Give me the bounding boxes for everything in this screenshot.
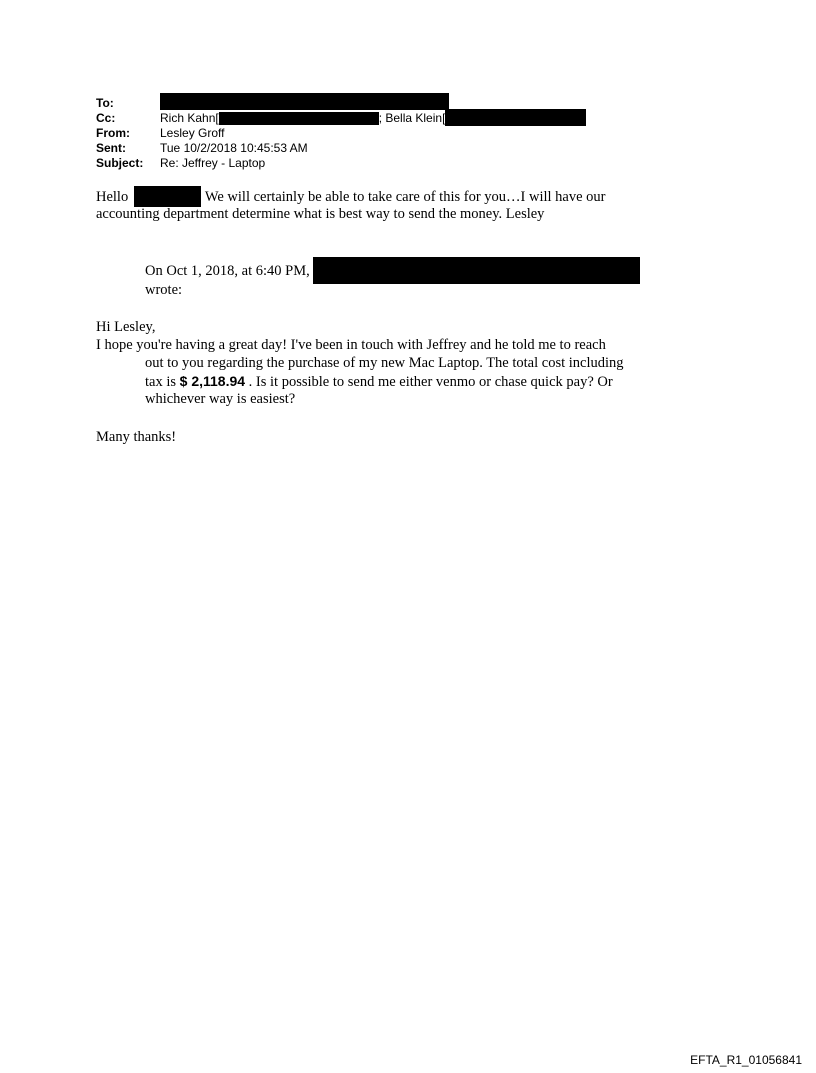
- cc-row: [96, 111, 586, 126]
- reply-line-2: accounting department determine what is best way to send the money. Lesley: [96, 206, 545, 222]
- from-row: [96, 126, 586, 141]
- sent-value: Tue 10/2/2018 10:45:53 AM: [160, 141, 308, 155]
- original-line-3: [145, 373, 613, 391]
- original-line-4: whichever way is easiest?: [145, 391, 296, 407]
- cc-name-bella-klein: ; Bella Klein[: [378, 111, 446, 125]
- original-greeting: Hi Lesley,: [96, 319, 156, 335]
- original-tax-text: tax is: [145, 374, 177, 390]
- reply-hello: Hello: [96, 189, 129, 205]
- to-value: [160, 96, 449, 111]
- subject-row: [96, 156, 586, 171]
- from-value: Lesley Groff: [160, 126, 225, 140]
- original-line-2: out to you regarding the purchase of my new Mac Laptop. The total cost including: [145, 355, 624, 371]
- subject-label: Subject:: [96, 156, 144, 170]
- original-amount: $ 2,118.94: [179, 373, 246, 389]
- to-label: To:: [96, 96, 114, 110]
- email-header: [96, 96, 586, 171]
- redaction-box: [313, 257, 640, 284]
- document-id: EFTA_R1_01056841: [690, 1053, 802, 1067]
- reply-text: We will certainly be able to take care of this for you…I will have our: [204, 189, 606, 205]
- quote-intro: On Oct 1, 2018, at 6:40 PM,: [145, 263, 310, 279]
- quote-wrote: wrote:: [145, 282, 183, 298]
- original-closing: Many thanks!: [96, 429, 177, 445]
- redaction-box: [134, 186, 201, 207]
- cc-name-rich-kahn: Rich Kahn[: [160, 111, 219, 125]
- from-label: From:: [96, 126, 130, 140]
- redaction-box: [219, 112, 379, 125]
- redaction-box: [160, 93, 449, 110]
- original-line-1: I hope you're having a great day! I've been in touch with Jeffrey and he told me to reach: [96, 337, 606, 353]
- subject-value: Re: Jeffrey - Laptop: [160, 156, 266, 170]
- cc-label: Cc:: [96, 111, 116, 125]
- sent-row: [96, 141, 586, 156]
- cc-value: [160, 111, 586, 126]
- sent-label: Sent:: [96, 141, 126, 155]
- original-question: . Is it possible to send me either venmo or chase quick pay? Or: [245, 374, 613, 390]
- redaction-box: [445, 109, 586, 126]
- quote-intro-line: [145, 263, 640, 284]
- reply-line-1: [96, 189, 606, 207]
